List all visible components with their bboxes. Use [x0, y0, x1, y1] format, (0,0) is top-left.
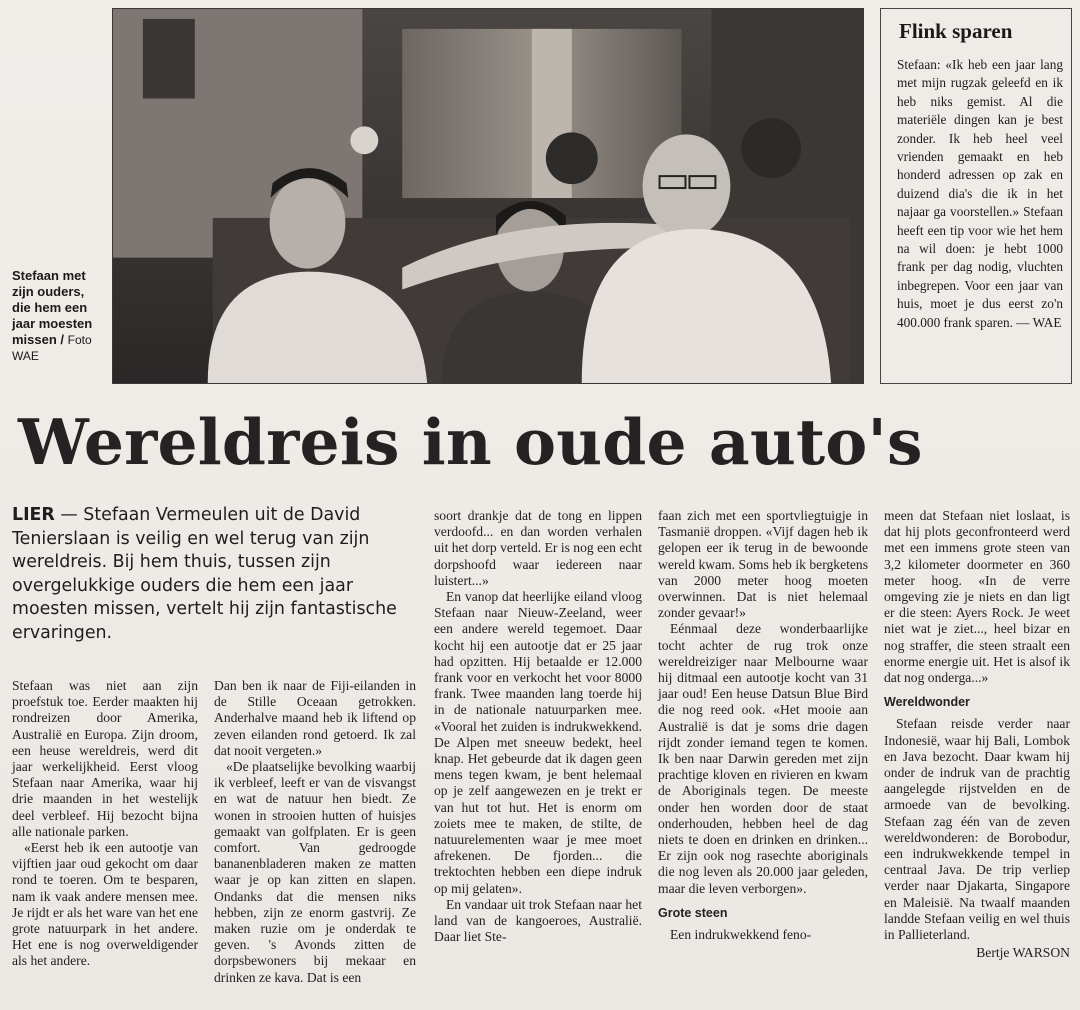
paragraph: En vanop dat heerlijke eiland vloog Stefaan naar Nieuw-Zeeland, weer een andere wereld tegemoet. Daar kocht hij een autootje dat er 25 jaar had opzitten. Hij betaalde er 12.000 frank voor en verkocht het voor 8000 frank. Twee maanden lang toerde hij in de nationale natuurparken mee. «Vooral het zuiden is indrukwekkend. De Alpen met sneeuw bedekt, heel knap. Het gebeurde dat ik dagen geen mens tegen kwam, je bent helemaal op je zelf aangewezen en je trekt er van hut tot hut. Het is enorm om zoiets mee te maken, de stilte, de natuurelementen waar je mee moet afrekenen. De fjorden... die trektochten hebben een diepe indruk op mij gelaten». [434, 589, 642, 896]
intro-text: — Stefaan Vermeulen uit de David Tenierslaan is veilig en wel terug van zijn wereldreis. Bij hem thuis, tussen zijn overgelukkige ouders die hem een jaar moesten missen, vertelt hij zijn fantastische ervaringen. [12, 505, 397, 643]
column-1 [12, 678, 198, 970]
paragraph: faan zich met een sportvliegtuigje in Tasmanië droppen. «Vijf dagen heb ik gelopen eer ik terug in de bewoonde wereld kwam. Soms heb ik bergketens van 2000 meter hoog moeten overwinnen. Dat is niet helemaal zonder gevaar!» [658, 508, 868, 621]
caption-text: Stefaan met zijn ouders, die hem een jaar moesten missen / [12, 268, 93, 347]
paragraph: Eénmaal deze wonderbaarlijke tocht achter de rug trok onze wereldreiziger naar Melbourne waar hij ditmaal een autootje kocht van 31 jaar oud! Een heuse Datsun Blue Bird die nog reed ook. «Het mooie aan Australië is dat je soms drie dagen rijdt zonder iemand tegen te komen. Ik ben naar Darwin gereden met zijn prachtige kloven en rivieren en kwam de Aboriginals tegen. De meeste onder hen worden door de staat onderhouden, hebben heel de dag niets te doen en drinken en drinken... Er zijn ook nog rasechte aboriginals die nog leven als 20.000 jaar geleden, maar die leven verborgen». [658, 621, 868, 896]
paragraph: Dan ben ik naar de Fiji-eilanden in de Stille Oceaan getrokken. Anderhalve maand heb ik liftend op zeven eilanden rond getoerd. Ik zal dat nooit vergeten.» [214, 678, 416, 758]
column-3 [434, 508, 642, 945]
photo-credit: Foto WAE [12, 333, 92, 363]
paragraph: En vandaar uit trok Stefaan naar het land van de kangoeroes, Australië. Daar liet Ste- [434, 896, 642, 945]
paragraph: meen dat Stefaan niet loslaat, is dat hij plots geconfronteerd werd met een immens grote steen van 3,2 kilometer doormeter en 360 meter hoog. «In de verre omgeving zie je niets en dan ligt er die steen: Ayers Rock. Je weet niet wat je ziet..., heel bizar en nog straffer, die steen straalt een enorme energie uit. Het is alsof ik dat nog onderga...» [884, 508, 1070, 686]
sidebar-box [880, 8, 1072, 384]
photo-illustration [113, 9, 863, 383]
paragraph: Stefaan was niet aan zijn proefstuk toe. Eerder maakten hij rondreizen door Amerika, Australië en Europa. Zijn droom, een heuse wereldreis, werd dit jaar werkelijkheid. Eerst vloog Stefaan naar Amerika, waar hij drie maanden in het westelijk deel verbleef. Hij bezocht bijna alle nationale parken. [12, 678, 198, 839]
column-2 [214, 678, 416, 986]
family-photo [112, 8, 864, 384]
subhead-wereldwonder: Wereldwonder [884, 695, 970, 710]
paragraph: «De plaatselijke bevolking waarbij ik verbleef, leeft er van de visvangst en wat de natuur hen biedt. Ze wonen in strooien hutten of huisjes gemaakt van golfplaten. Er is geen comfort. Van gedroogde bananenbladeren maken ze matten waar je op kan zitten en slapen. Ondanks dat die mensen niks hebben, zijn ze enorm gastvrij. Ze maken ruzie om je onderdak te geven. 's Avonds zitten de dorpsbewoners bij mekaar en drinken ze kava. Dat is een [214, 759, 416, 985]
paragraph: Een indrukwekkend feno- [670, 927, 812, 943]
article-intro [12, 504, 412, 645]
paragraph: soort drankje dat de tong en lippen verdoofd... en dan worden verhalen uit het dorp verteld. Er is nog een echt dorpshoofd waar iedereen naar luistert...» [434, 508, 642, 588]
byline: Bertje WARSON [976, 945, 1070, 961]
paragraph: Stefaan reisde verder naar Indonesië, waar hij Bali, Lombok en Java bezocht. Daar kwam hij onder de indruk van de prachtig aangelegde rijstvelden en de armoede van de bevolking. Stefaan zag één van de zeven wereldwonderen: de Borobodur, een indrukwekkende tempel in centraal Java. De trip verliep verder naar Djakarta, Singapore en Maleisië. Na twaalf maanden landde Stefaan veilig en wel thuis in Pallieterland. [884, 716, 1070, 943]
subhead-grote-steen: Grote steen [658, 905, 728, 920]
column-4 [658, 508, 868, 943]
column-5 [884, 508, 1070, 961]
paragraph: «Eerst heb ik een autootje van vijftien jaar oud gekocht om daar rond te toeren. Om te besparen, nam ik vaak andere mensen mee. Je rijdt er als het ware van het ene grote natuurpark in het andere. Het ene is nog overweldigender als het andere. [12, 840, 198, 969]
dateline: LIER [12, 505, 55, 525]
article-headline: Wereldreis in oude auto's [18, 405, 923, 479]
sidebar-title: Flink sparen [899, 19, 1013, 43]
sidebar-text: Stefaan: «Ik heb een jaar lang met mijn rugzak geleefd en ik heb niks gemist. Al die materiële dingen kan je best zonder. Ik heb heel veel vrienden gemaakt en heb honderd adressen op zak en duizend dia's die ik in het najaar ga voorstellen.» Stefaan heeft een tip voor wie het hem na wil doen: je hebt 1000 frank per dag nodig, vluchten inbegrepen. Voor een jaar van huis, moet je dus eerst zo'n 400.000 frank sparen. — WAE [897, 57, 1063, 330]
photo-caption [12, 268, 104, 364]
